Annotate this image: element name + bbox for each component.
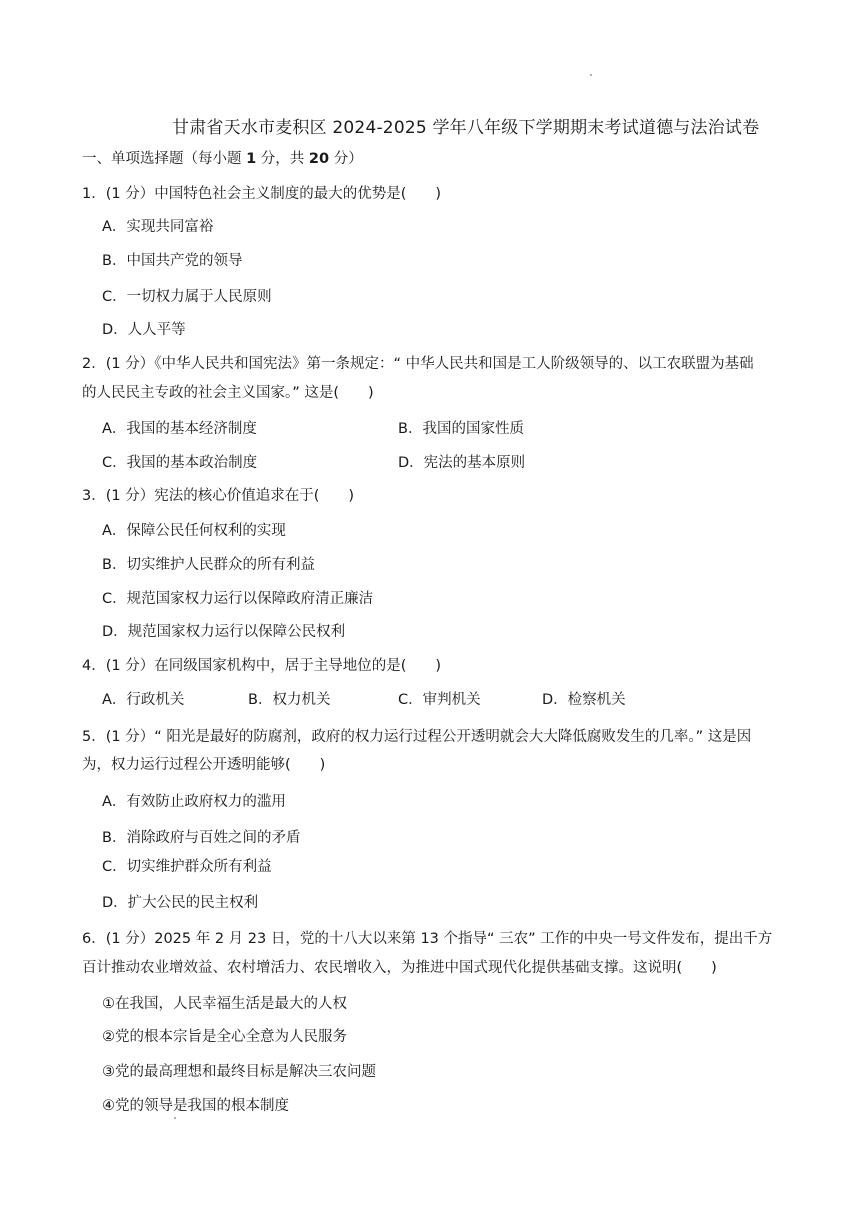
exam-title: 甘肃省天水市麦积区 2024-2025 学年八年级下学期期末考试道德与法治试卷 — [172, 118, 760, 138]
question-5-option-b: B．消除政府与百姓之间的矛盾 — [102, 830, 301, 846]
question-1-option-b: B．中国共产党的领导 — [102, 253, 243, 269]
question-3-option-d: D．规范国家权力运行以保障公民权利 — [102, 624, 346, 640]
question-6-statement-4: ④党的领导是我国的根本制度 — [102, 1098, 289, 1114]
question-1-option-c: C．一切权力属于人民原则 — [102, 289, 272, 305]
question-4-option-b: B．权力机关 — [248, 692, 331, 708]
question-6-stem-line-2: 百计推动农业增效益、农村增活力、农民增收入，为推进中国式现代化提供基础支撑。这说明( ) — [82, 960, 717, 976]
question-2-option-d: D．宪法的基本原则 — [398, 455, 526, 471]
question-6-statement-2: ②党的根本宗旨是全心全意为人民服务 — [102, 1029, 347, 1045]
question-5-option-c: C．切实维护群众所有利益 — [102, 859, 272, 875]
question-4-option-d: D．检察机关 — [542, 692, 626, 708]
question-4-stem: 4．(1 分）在同级国家机构中，居于主导地位的是( ) — [82, 658, 442, 674]
question-5-option-a: A．有效防止政府权力的滥用 — [102, 794, 286, 810]
question-1-stem: 1．(1 分）中国特色社会主义制度的最大的优势是( ) — [82, 186, 442, 202]
question-4-option-c: C．审判机关 — [398, 692, 481, 708]
question-6-statement-3: ③党的最高理想和最终目标是解决三农问题 — [102, 1064, 376, 1080]
section-heading: 一、单项选择题（每小题 1 分，共 20 分） — [82, 151, 363, 167]
question-2-stem-line-1: 2．(1 分）《中华人民共和国宪法》第一条规定：“ 中华人民共和国是工人阶级领导的、以工农联盟为基础 — [82, 356, 754, 372]
question-2-stem-line-2: 的人民民主专政的社会主义国家。” 这是( ) — [82, 385, 374, 401]
question-2-option-a: A．我国的基本经济制度 — [102, 421, 257, 437]
question-5-stem-line-1: 5．(1 分）“ 阳光是最好的防腐剂，政府的权力运行过程公开透明就会大大降低腐败发生的几率。” 这是因 — [82, 729, 752, 745]
question-3-option-c: C．规范国家权力运行以保障政府清正廉洁 — [102, 591, 374, 607]
question-3-option-b: B．切实维护人民群众的所有利益 — [102, 557, 315, 573]
scan-speck — [590, 74, 592, 76]
question-3-option-a: A．保障公民任何权利的实现 — [102, 523, 286, 539]
question-6-stem-line-1: 6．(1 分）2025 年 2 月 23 日，党的十八大以来第 13 个指导“ 三农” 工作的中央一号文件发布，提出千方 — [82, 931, 773, 947]
scan-speck — [174, 1117, 176, 1119]
question-5-stem-line-2: 为，权力运行过程公开透明能够( ) — [82, 757, 326, 773]
question-5-option-d: D．扩大公民的民主权利 — [102, 895, 259, 911]
question-2-option-c: C．我国的基本政治制度 — [102, 455, 258, 471]
question-2-option-b: B．我国的国家性质 — [398, 421, 524, 437]
question-6-statement-1: ①在我国，人民幸福生活是最大的人权 — [102, 996, 347, 1012]
question-1-option-d: D．人人平等 — [102, 322, 186, 338]
question-1-option-a: A．实现共同富裕 — [102, 219, 214, 235]
question-4-option-a: A．行政机关 — [102, 692, 185, 708]
question-3-stem: 3．(1 分）宪法的核心价值追求在于( ) — [82, 488, 355, 504]
